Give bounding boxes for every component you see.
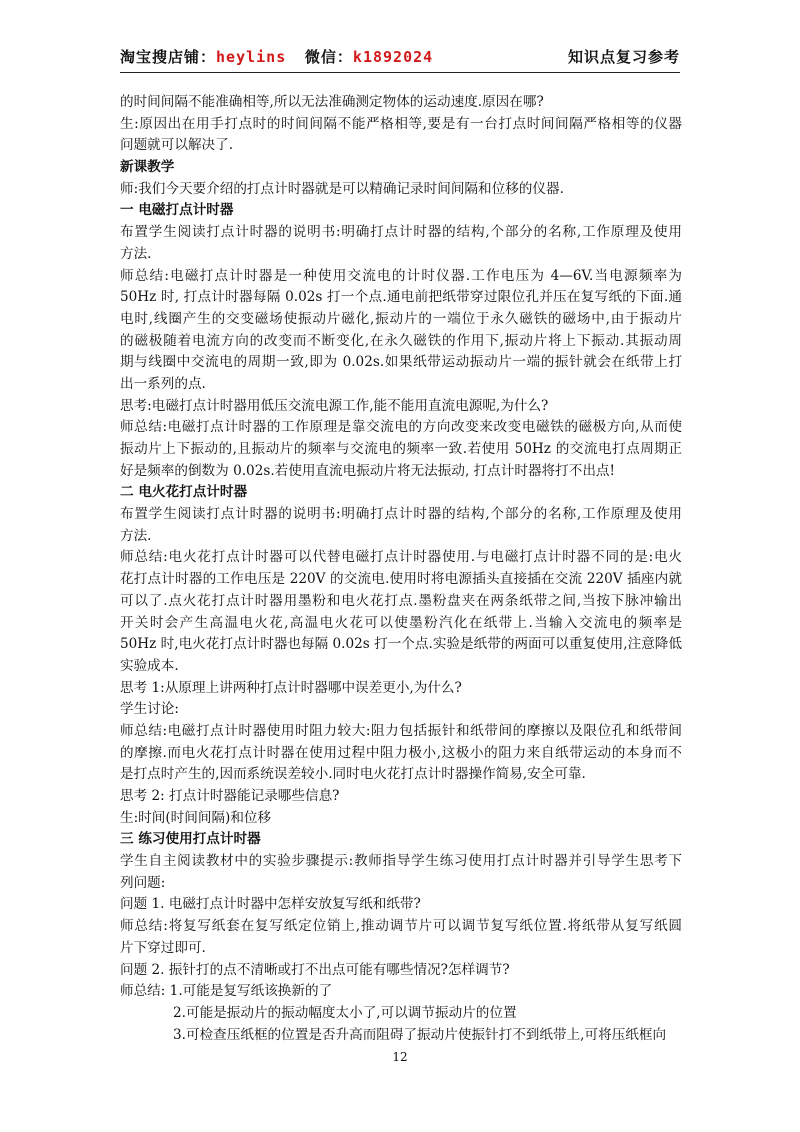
text-line: 问题 2. 振针打的点不清晰或打不出点可能有哪些情况?怎样调节? (120, 961, 510, 978)
header-wechat-label: 微信： (304, 48, 353, 66)
page-header (120, 44, 680, 73)
header-shop-name: heylins (216, 48, 287, 66)
text-line: 50Hz 时, 打点计时器每隔 0.02s 打一个点.通电前把纸带穿过限位孔并压在复写纸的下面.通 (120, 289, 682, 306)
text-line: 学生自主阅读教材中的实验步骤提示:教师指导学生练习使用打点计时器并引导学生思考下 (120, 853, 682, 870)
text-line: 学生讨论: (120, 701, 179, 718)
text-line: 思考 1:从原理上讲两种打点计时器哪中误差更小,为什么? (120, 679, 462, 696)
text-line: 师总结:电磁打点计时器的工作原理是靠交流电的方向改变来改变电磁铁的磁极方向,从而使 (120, 419, 682, 436)
text-line: 3.可检查压纸框的位置是否升高而阻碍了振动片使振针打不到纸带上,可将压纸框向 (173, 1026, 667, 1043)
text-line: 师总结:电磁打点计时器是一种使用交流电的计时仪器.工作电压为 4—6V.当电源频率为 (120, 267, 682, 284)
text-line: 片下穿过即可. (120, 939, 206, 956)
text-line: 方法. (120, 527, 152, 544)
text-line: 生:时间(时间间隔)和位移 (120, 809, 272, 826)
page-number: 12 (392, 1050, 408, 1064)
text-line: 布置学生阅读打点计时器的说明书:明确打点计时器的结构,个部分的名称,工作原理及使用 (120, 506, 682, 523)
document-body (120, 92, 682, 1046)
text-line: 思考:电磁打点计时器用低压交流电源工作,能不能用直流电源呢,为什么? (120, 397, 549, 414)
header-title: 知识点复习参考 (567, 48, 680, 66)
header-wechat-id: k1892024 (352, 48, 434, 66)
text-line: 师总结:将复写纸套在复写纸定位销上,推动调节片可以调节复写纸位置.将纸带从复写纸圆 (120, 918, 682, 935)
text-line: 实验成本. (120, 657, 179, 674)
text-line: 期与线圈中交流电的周期一致,即为 0.02s.如果纸带运动振动片一端的振针就会在纸带上打 (120, 354, 682, 371)
text-line: 问题 1. 电磁打点计时器中怎样安放复写纸和纸带? (120, 896, 421, 913)
text-line: 师总结:电磁打点计时器使用时阻力较大:阻力包括振针和纸带间的摩擦以及限位孔和纸带间 (120, 722, 682, 739)
section-heading: 新课教学 (120, 159, 175, 176)
text-line: 的时间间隔不能准确相等,所以无法准确测定物体的运动速度.原因在哪? (120, 94, 544, 110)
text-line: 是打点时产生的,因而系统误差较小.同时电火花打点计时器操作简易,安全可靠. (120, 766, 586, 783)
section-heading: 二 电火花打点计时器 (120, 484, 248, 501)
text-line: 好是频率的倒数为 0.02s.若使用直流电振动片将无法振动, 打点计时器将打不出点! (120, 462, 615, 479)
text-line: 开关时会产生高温电火花,高温电火花可以使墨粉汽化在纸带上.当输入交流电的频率是 (120, 614, 682, 631)
text-line: 电时,线圈产生的交变磁场使振动片磁化,振动片的一端位于永久磁铁的磁场中,由于振动片 (120, 310, 682, 327)
text-line: 思考 2: 打点计时器能记录哪些信息? (120, 788, 340, 804)
text-line: 的磁极随着电流方向的改变而不断变化,在永久磁铁的作用下,振动片将上下振动.其振动周 (120, 332, 682, 349)
text-line: 振动片上下振动的,且振动片的频率与交流电的频率一致.若使用 50Hz 的交流电打点周期正 (120, 441, 682, 457)
text-line: 可以了.点火花打点计时器用墨粉和电火花打点.墨粉盘夹在两条纸带之间,当按下脉冲输出 (120, 592, 682, 609)
text-line: 列问题: (120, 874, 166, 891)
text-line: 问题就可以解决了. (120, 137, 234, 154)
text-line: 2.可能是振动片的振动幅度太小了,可以调节振动片的位置 (173, 1004, 517, 1021)
text-line: 生:原因出在用手打点时的时间间隔不能严格相等,要是有一台打点时间间隔严格相等的仪器 (120, 115, 682, 132)
text-line: 师:我们今天要介绍的打点计时器就是可以精确记录时间间隔和位移的仪器. (120, 180, 564, 197)
text-line: 师总结:电火花打点计时器可以代替电磁打点计时器使用.与电磁打点计时器不同的是:电火 (120, 549, 682, 566)
section-heading: 三 练习使用打点计时器 (120, 831, 261, 848)
header-shop-label: 淘宝搜店铺： (120, 48, 217, 66)
text-line: 50Hz 时,电火花打点计时器也每隔 0.02s 打一个点.实验是纸带的两面可以重复使用,注意降低 (120, 636, 682, 653)
text-line: 方法. (120, 245, 152, 262)
text-line: 花打点计时器的工作电压是 220V 的交流电.使用时将电源插头直接插在交流 220V 插座内就 (120, 571, 682, 588)
text-line: 布置学生阅读打点计时器的说明书:明确打点计时器的结构,个部分的名称,工作原理及使用 (120, 224, 682, 241)
section-heading: 一 电磁打点计时器 (120, 202, 234, 219)
text-line: 出一系列的点. (120, 375, 206, 392)
text-line: 师总结: 1.可能是复写纸该换新的了 (120, 983, 333, 1000)
header-shop-info (120, 46, 433, 67)
text-line: 的摩擦.而电火花打点计时器在使用过程中阻力极小,这极小的阻力来自纸带运动的本身而不 (120, 744, 682, 761)
